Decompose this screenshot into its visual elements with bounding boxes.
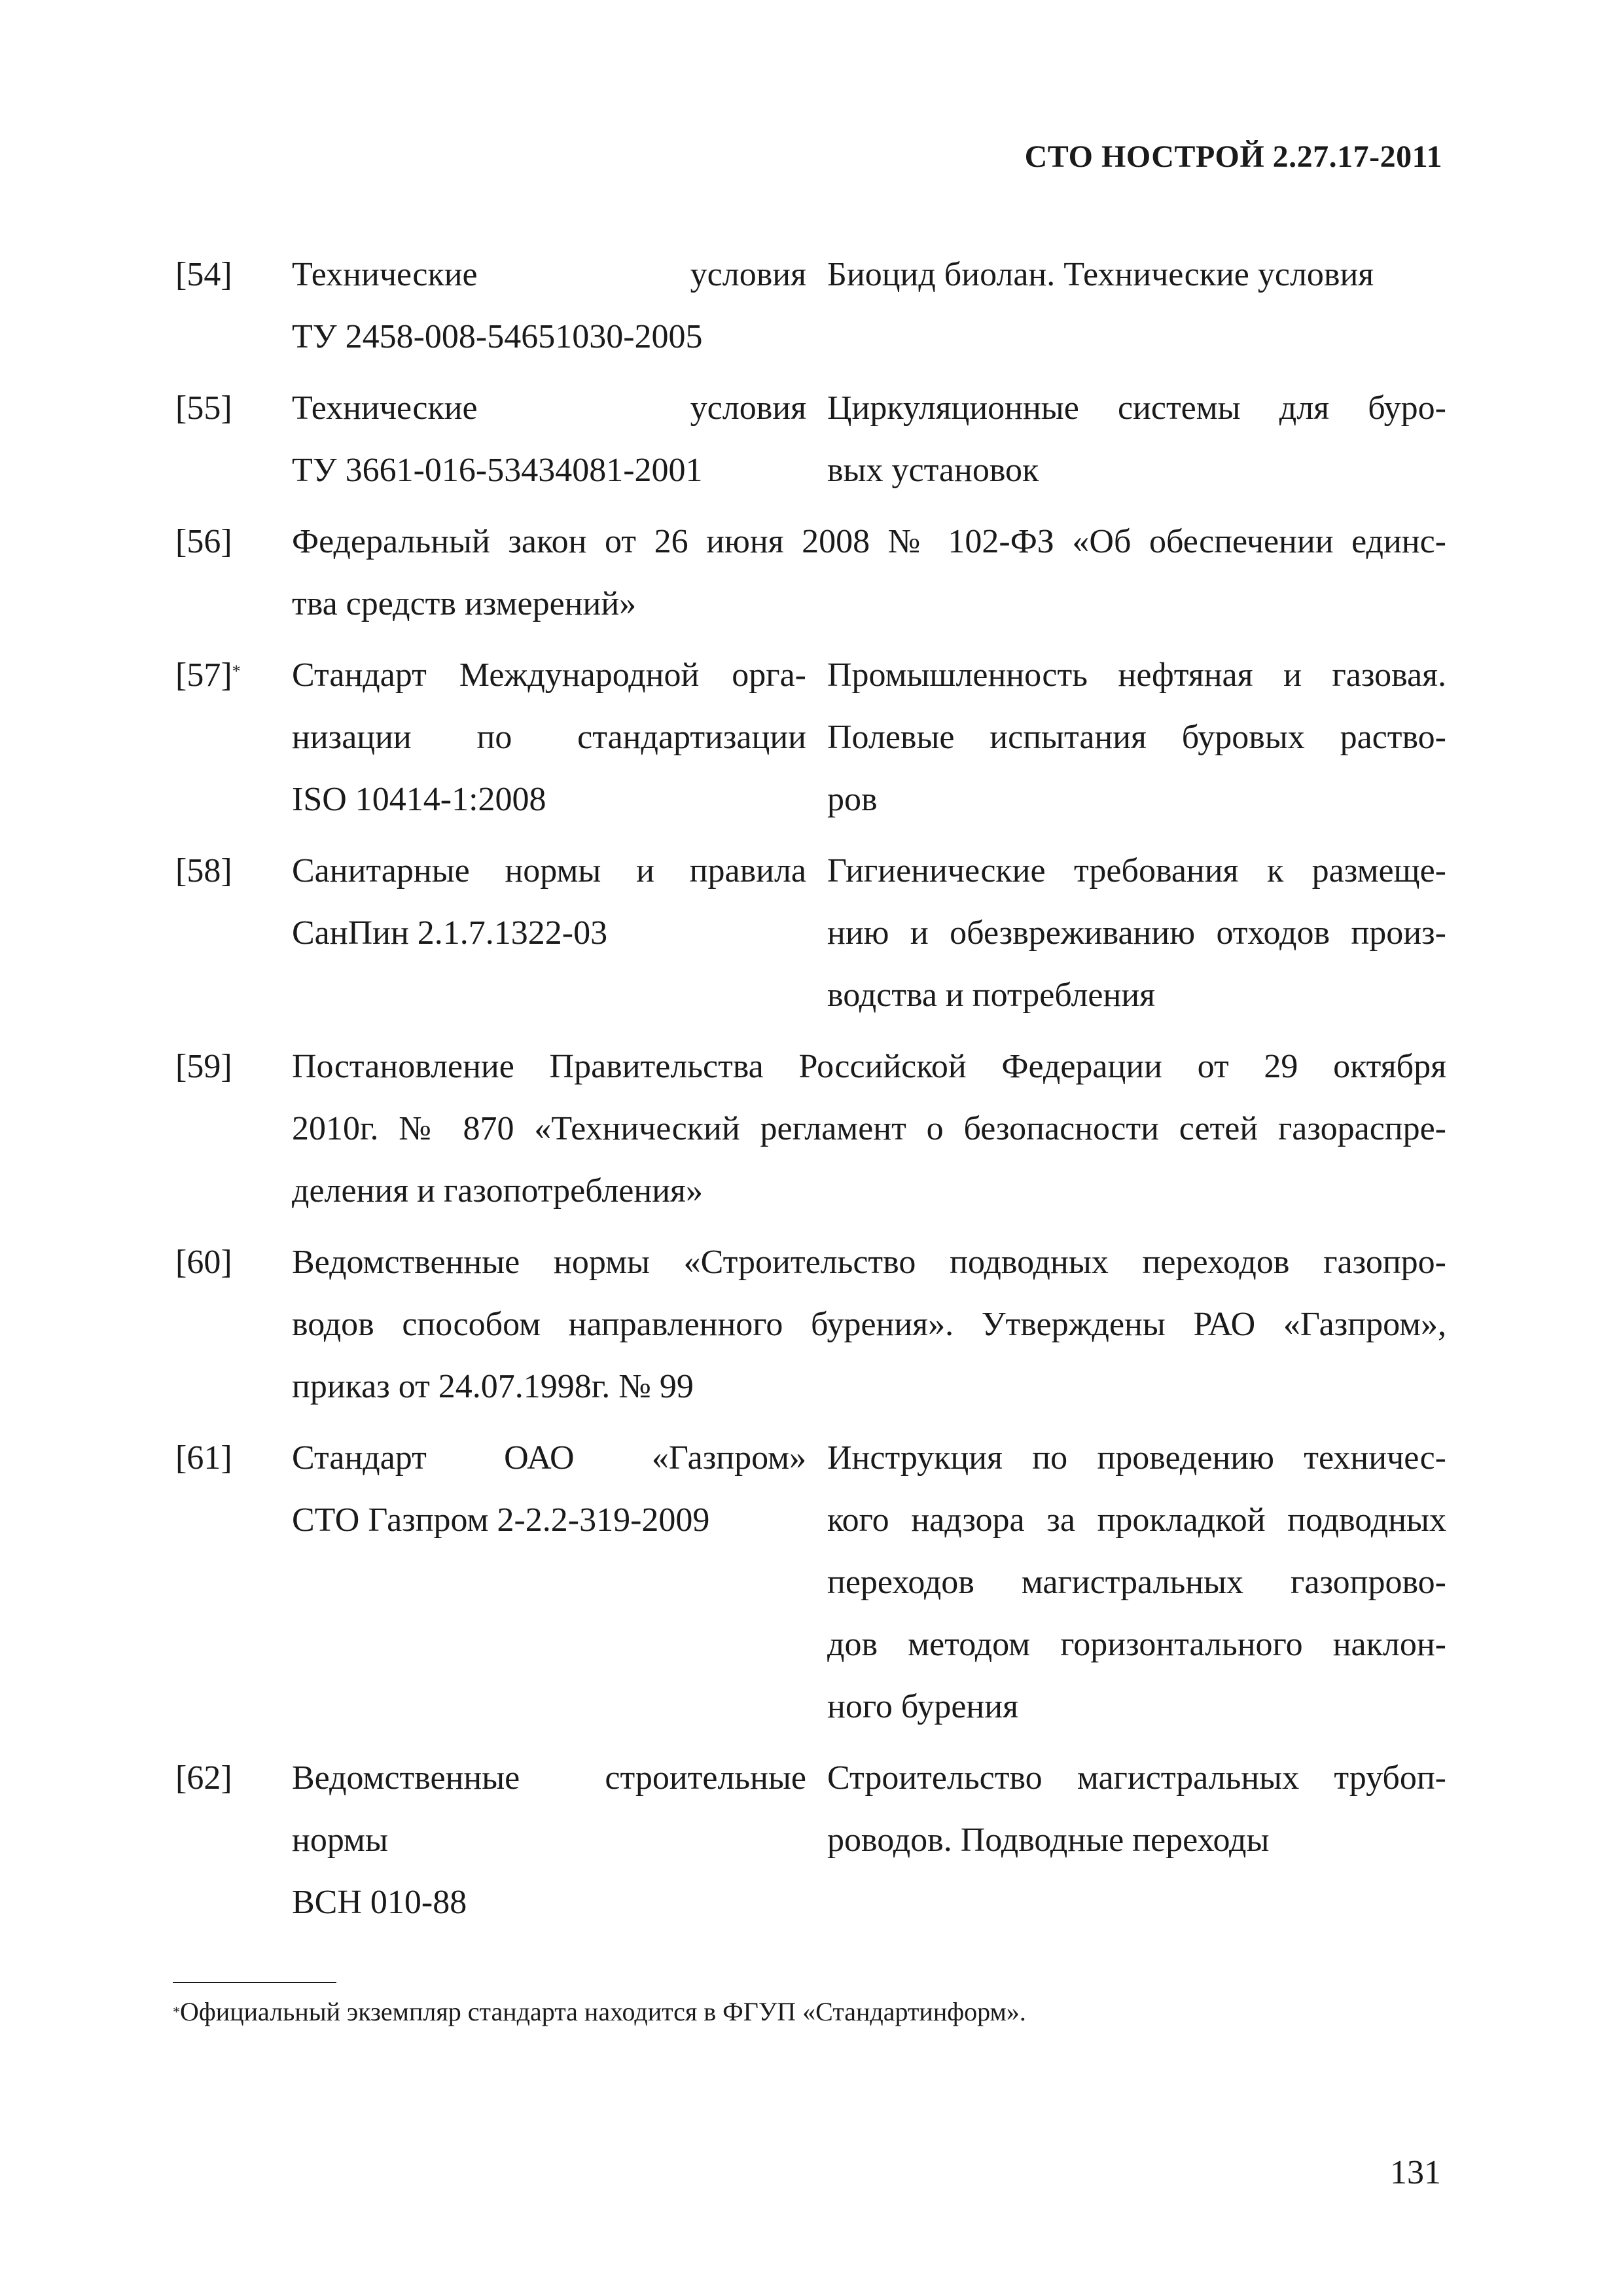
reference-text-line: Технические условия [292,389,806,427]
reference-entry [175,644,1446,831]
reference-number: [59] [175,1048,232,1085]
reference-text-line: СанПин 2.1.7.1322-03 [292,914,608,952]
reference-designation [292,1747,806,1933]
document-code-header: СТО НОСТРОЙ 2.27.17-2011 [1024,139,1442,174]
reference-text-line: Биоцид биолан. Технические условия [827,256,1374,293]
reference-title [827,377,1446,501]
reference-text-line: Инструкция по проведению техничес- [827,1439,1446,1477]
reference-designation [292,644,806,831]
reference-text-line: низации по стандартизации [292,719,806,756]
reference-text-line: ТУ 3661-016-53434081-2001 [292,452,703,489]
reference-text-line: Ведомственные строительные [292,1759,806,1797]
reference-entry [175,1035,1446,1222]
reference-designation [292,377,806,501]
reference-number: [57]* [175,656,241,694]
footnote-text: Официальный экземпляр стандарта находится в ФГУП «Стандартинформ». [180,1997,1026,2026]
reference-text-line: вых установок [827,452,1039,489]
reference-description [292,1231,1446,1418]
reference-entry [175,511,1446,635]
footnote [173,1995,1026,2029]
reference-text-line: Циркуляционные системы для буро- [827,389,1446,427]
reference-entry [175,377,1446,501]
reference-designation [292,243,806,368]
reference-text-line: роводов. Подводные переходы [827,1821,1270,1859]
reference-entry [175,1747,1446,1933]
reference-entry [175,243,1446,368]
page-number: 131 [1390,2154,1441,2191]
reference-text-line: водов способом направленного бурения». Утверждены РАО «Газпром», [292,1306,1446,1343]
reference-title [827,243,1446,306]
reference-text-line: кого надзора за прокладкой подводных [827,1501,1446,1539]
reference-number: [54] [175,256,232,293]
reference-text-line: тва средств измерений» [292,585,637,622]
reference-title [827,840,1446,1026]
reference-text-line: деления и газопотребления» [292,1172,703,1210]
reference-text-line: Технические условия [292,256,806,293]
reference-text-line: Стандарт ОАО «Газпром» [292,1439,806,1477]
reference-text-line: ВСН 010-88 [292,1884,467,1921]
reference-entry [175,840,1446,1026]
reference-number: [56] [175,523,232,560]
reference-text-line: Стандарт Международной орга- [292,656,806,694]
reference-text-line: Санитарные нормы и правила [292,852,806,889]
reference-text-line: ров [827,781,878,818]
reference-text-line: ного бурения [827,1688,1018,1725]
reference-description [292,511,1446,635]
footnote-mark: * [173,2003,180,2020]
reference-title [827,1427,1446,1738]
reference-description [292,1035,1446,1222]
reference-text-line: Федеральный закон от 26 июня 2008 № 102-ФЗ «Об обеспечении единс- [292,523,1446,560]
reference-designation [292,840,806,964]
reference-text-line: Гигиенические требования к размеще- [827,852,1446,889]
reference-text-line: дов методом горизонтального наклон- [827,1626,1446,1663]
reference-list [175,243,1446,1943]
reference-number: [62] [175,1759,232,1797]
footnote-mark: * [232,662,241,681]
reference-title [827,1747,1446,1871]
reference-designation [292,1427,806,1551]
reference-number: [58] [175,852,232,889]
reference-text-line: Полевые испытания буровых раство- [827,719,1446,756]
reference-entry [175,1231,1446,1418]
reference-number: [60] [175,1244,232,1281]
reference-text-line: ISO 10414-1:2008 [292,781,546,818]
reference-text-line: водства и потребления [827,977,1156,1014]
reference-text-line: нормы [292,1821,388,1859]
reference-text-line: СТО Газпром 2-2.2-319-2009 [292,1501,710,1539]
reference-entry [175,1427,1446,1738]
reference-text-line: 2010г. № 870 «Технический регламент о безопасности сетей газораспре- [292,1110,1446,1147]
reference-text-line: Постановление Правительства Российской Федерации от 29 октября [292,1048,1446,1085]
reference-text-line: нию и обезвреживанию отходов произ- [827,914,1446,952]
footnote-separator [173,1982,336,1983]
reference-number: [61] [175,1439,232,1477]
reference-number: [55] [175,389,232,427]
reference-text-line: Промышленность нефтяная и газовая. [827,656,1446,694]
reference-text-line: приказ от 24.07.1998г. № 99 [292,1368,694,1405]
reference-text-line: Строительство магистральных трубоп- [827,1759,1446,1797]
reference-text-line: Ведомственные нормы «Строительство подводных переходов газопро- [292,1244,1446,1281]
reference-text-line: переходов магистральных газопрово- [827,1564,1446,1601]
reference-text-line: ТУ 2458-008-54651030-2005 [292,318,703,355]
reference-title [827,644,1446,831]
